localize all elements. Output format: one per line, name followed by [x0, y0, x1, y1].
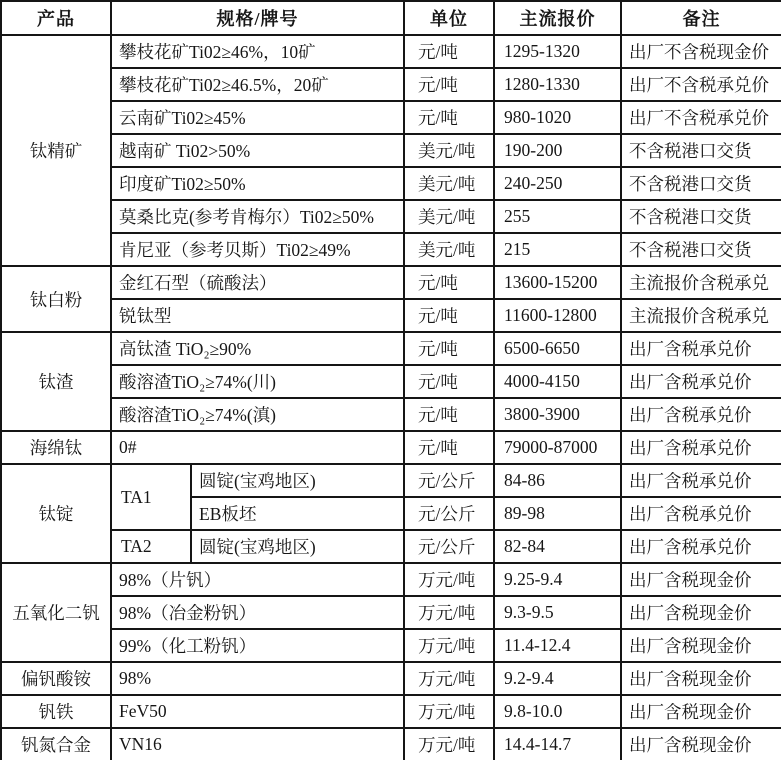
unit-cell: 元/吨	[404, 35, 494, 68]
price-cell: 9.3-9.5	[494, 596, 621, 629]
unit-cell: 万元/吨	[404, 662, 494, 695]
table-row	[1, 134, 781, 167]
spec-cell: 肯尼亚（参考贝斯）Ti02≥49%	[111, 233, 404, 266]
spec-cell: 莫桑比克(参考肯梅尔）Ti02≥50%	[111, 200, 404, 233]
unit-cell: 万元/吨	[404, 728, 494, 760]
spec-cell: 高钛渣 TiO₂≥90%	[111, 332, 404, 365]
spec-cell: 锐钛型	[111, 299, 404, 332]
note-cell: 出厂不含税承兑价	[621, 101, 781, 134]
note-cell: 不含税港口交货	[621, 134, 781, 167]
note-cell: 出厂含税承兑价	[621, 530, 781, 563]
table-row	[1, 68, 781, 101]
spec-cell: 0#	[111, 431, 404, 464]
note-cell: 出厂含税现金价	[621, 596, 781, 629]
spec-cell: 98%（冶金粉钒）	[111, 596, 404, 629]
table-row	[1, 662, 781, 695]
table-row	[1, 200, 781, 233]
spec-cell: 酸溶渣TiO₂≥74%(滇)	[111, 398, 404, 431]
note-cell: 出厂含税承兑价	[621, 464, 781, 497]
unit-cell: 元/吨	[404, 266, 494, 299]
table-row	[1, 35, 781, 68]
unit-cell: 万元/吨	[404, 596, 494, 629]
spec-cell: 99%（化工粉钒）	[111, 629, 404, 662]
note-cell: 出厂含税承兑价	[621, 497, 781, 530]
product-cell: 偏钒酸铵	[1, 662, 111, 695]
table-row	[1, 167, 781, 200]
unit-cell: 元/吨	[404, 431, 494, 464]
unit-cell: 元/吨	[404, 398, 494, 431]
spec-cell: 酸溶渣TiO₂≥74%(川)	[111, 365, 404, 398]
unit-cell: 元/公斤	[404, 497, 494, 530]
price-cell: 1295-1320	[494, 35, 621, 68]
spec-cell: 98%	[111, 662, 404, 695]
header-price: 主流报价	[494, 1, 621, 35]
price-cell: 255	[494, 200, 621, 233]
unit-cell: 万元/吨	[404, 563, 494, 596]
spec-cell: 金红石型（硫酸法）	[111, 266, 404, 299]
spec-cell: 攀枝花矿Ti02≥46.5%，20矿	[111, 68, 404, 101]
price-cell: 9.2-9.4	[494, 662, 621, 695]
unit-cell: 元/吨	[404, 68, 494, 101]
note-cell: 出厂含税承兑价	[621, 332, 781, 365]
unit-cell: 元/公斤	[404, 530, 494, 563]
note-cell: 出厂不含税现金价	[621, 35, 781, 68]
product-cell: 钒铁	[1, 695, 111, 728]
price-cell: 6500-6650	[494, 332, 621, 365]
price-cell: 11.4-12.4	[494, 629, 621, 662]
unit-cell: 万元/吨	[404, 629, 494, 662]
product-cell: 海绵钛	[1, 431, 111, 464]
price-cell: 14.4-14.7	[494, 728, 621, 760]
variant-cell: EB板坯	[191, 497, 404, 530]
table-row	[1, 233, 781, 266]
spec-cell: 印度矿Ti02≥50%	[111, 167, 404, 200]
unit-cell: 元/公斤	[404, 464, 494, 497]
unit-cell: 万元/吨	[404, 695, 494, 728]
grade-cell: TA1	[111, 464, 191, 530]
grade-cell: TA2	[111, 530, 191, 563]
price-cell: 13600-15200	[494, 266, 621, 299]
spec-cell: 越南矿 Ti02>50%	[111, 134, 404, 167]
product-cell: 钒氮合金	[1, 728, 111, 760]
spec-cell: 98%（片钒）	[111, 563, 404, 596]
unit-cell: 美元/吨	[404, 233, 494, 266]
table-row	[1, 728, 781, 760]
variant-cell: 圆锭(宝鸡地区)	[191, 530, 404, 563]
spec-cell: 攀枝花矿Ti02≥46%，10矿	[111, 35, 404, 68]
table-row	[1, 695, 781, 728]
price-cell: 240-250	[494, 167, 621, 200]
spec-cell: 云南矿Ti02≥45%	[111, 101, 404, 134]
table-row	[1, 629, 781, 662]
header-unit: 单位	[404, 1, 494, 35]
spec-cell: FeV50	[111, 695, 404, 728]
price-cell: 82-84	[494, 530, 621, 563]
table-row	[1, 299, 781, 332]
note-cell: 不含税港口交货	[621, 200, 781, 233]
price-cell: 89-98	[494, 497, 621, 530]
note-cell: 出厂含税现金价	[621, 629, 781, 662]
table-row	[1, 596, 781, 629]
price-cell: 9.25-9.4	[494, 563, 621, 596]
table-row	[1, 332, 781, 365]
product-cell: 钛渣	[1, 332, 111, 431]
price-cell: 84-86	[494, 464, 621, 497]
header-spec: 规格/牌号	[111, 1, 404, 35]
product-cell: 钛锭	[1, 464, 111, 563]
price-cell: 11600-12800	[494, 299, 621, 332]
table-row	[1, 266, 781, 299]
note-cell: 出厂含税现金价	[621, 695, 781, 728]
variant-cell: 圆锭(宝鸡地区)	[191, 464, 404, 497]
price-cell: 4000-4150	[494, 365, 621, 398]
note-cell: 出厂含税现金价	[621, 728, 781, 760]
price-cell: 215	[494, 233, 621, 266]
header-product: 产品	[1, 1, 111, 35]
unit-cell: 元/吨	[404, 299, 494, 332]
note-cell: 不含税港口交货	[621, 233, 781, 266]
note-cell: 出厂不含税承兑价	[621, 68, 781, 101]
note-cell: 主流报价含税承兑	[621, 299, 781, 332]
unit-cell: 美元/吨	[404, 167, 494, 200]
table-row	[1, 563, 781, 596]
price-cell: 79000-87000	[494, 431, 621, 464]
price-cell: 980-1020	[494, 101, 621, 134]
note-cell: 出厂含税承兑价	[621, 431, 781, 464]
table-row	[1, 530, 781, 563]
unit-cell: 美元/吨	[404, 134, 494, 167]
unit-cell: 元/吨	[404, 332, 494, 365]
product-cell: 五氧化二钒	[1, 563, 111, 662]
product-cell: 钛白粉	[1, 266, 111, 332]
unit-cell: 元/吨	[404, 101, 494, 134]
table-row	[1, 431, 781, 464]
unit-cell: 美元/吨	[404, 200, 494, 233]
header-row	[1, 1, 781, 35]
note-cell: 出厂含税承兑价	[621, 398, 781, 431]
price-cell: 1280-1330	[494, 68, 621, 101]
price-cell: 190-200	[494, 134, 621, 167]
unit-cell: 元/吨	[404, 365, 494, 398]
price-cell: 9.8-10.0	[494, 695, 621, 728]
note-cell: 出厂含税现金价	[621, 662, 781, 695]
spec-cell: VN16	[111, 728, 404, 760]
price-cell: 3800-3900	[494, 398, 621, 431]
note-cell: 出厂含税现金价	[621, 563, 781, 596]
header-note: 备注	[621, 1, 781, 35]
note-cell: 主流报价含税承兑	[621, 266, 781, 299]
note-cell: 不含税港口交货	[621, 167, 781, 200]
table-row	[1, 101, 781, 134]
product-cell: 钛精矿	[1, 35, 111, 266]
note-cell: 出厂含税承兑价	[621, 365, 781, 398]
table-row	[1, 464, 781, 497]
table-row	[1, 365, 781, 398]
table-row	[1, 398, 781, 431]
